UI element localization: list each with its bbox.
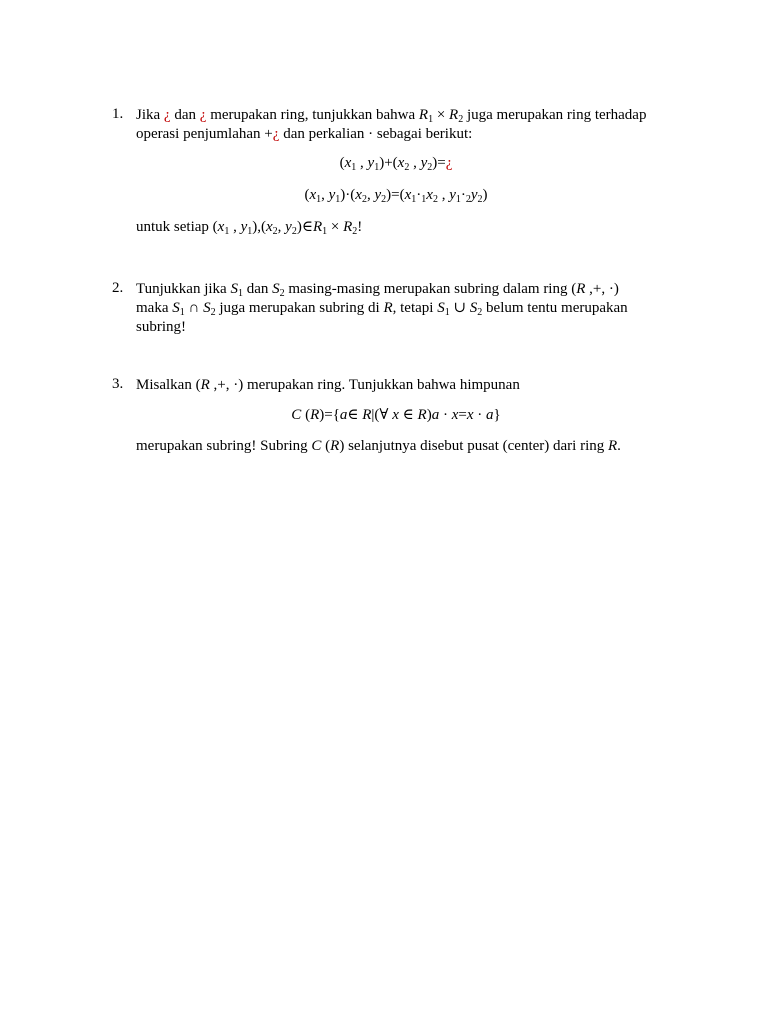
math-var: x (344, 155, 352, 171)
math-var: y (240, 219, 248, 235)
math-op: ∈ (347, 407, 363, 423)
subscript: 1 (411, 194, 417, 205)
subscript: 2 (361, 194, 367, 205)
math-var: a (339, 407, 348, 423)
math-var: S (172, 300, 180, 316)
subscript: 1 (421, 194, 427, 205)
math-op: ,+, ·) (209, 377, 244, 393)
text-line (136, 280, 656, 299)
subscript: 2 (352, 226, 358, 237)
math-var: S (272, 281, 280, 297)
subscript: 2 (210, 307, 216, 318)
math-var: x (466, 407, 474, 423)
math-op: )={ (319, 407, 340, 423)
math-var: R (330, 438, 340, 454)
text-line (136, 106, 656, 125)
math-var: R (362, 407, 372, 423)
math-var: R (576, 281, 586, 297)
subscript: 1 (444, 307, 450, 318)
text-line (136, 318, 656, 337)
math-var: C (291, 407, 302, 423)
text-span: operasi penjumlahan + (136, 126, 273, 142)
text-span: untuk setiap (136, 219, 213, 235)
math-var: S (230, 281, 238, 297)
problem-text-tail (136, 437, 656, 456)
math-var: a (431, 407, 440, 423)
math-var: R (200, 377, 210, 393)
subscript: 2 (477, 307, 483, 318)
math-var: y (374, 187, 382, 203)
math-op: } (493, 407, 501, 423)
equation-addition (136, 154, 656, 173)
math-op: ( (212, 219, 218, 235)
problem-text (136, 106, 656, 144)
math-var: x (355, 187, 362, 203)
text-line (136, 125, 656, 144)
equation-center-set (136, 406, 656, 425)
subscript: 1 (335, 194, 341, 205)
subscript: 2 (404, 162, 410, 173)
subscript: 2 (432, 194, 438, 205)
text-span: dan (170, 107, 200, 123)
text-span: ! (357, 219, 363, 235)
math-op: ) (339, 438, 345, 454)
text-span: selanjutnya disebut pusat (center) dari ring (344, 438, 608, 454)
equation-multiplication (136, 186, 656, 205)
math-var: y (449, 187, 456, 203)
math-op: × (433, 107, 450, 123)
math-op: ( (304, 187, 310, 203)
math-op: ( (195, 377, 201, 393)
subscript: 1 (237, 288, 243, 299)
math-op: · (473, 407, 486, 423)
text-span: masing-masing merupakan subring dalam ring ( (284, 281, 577, 297)
math-var: R (383, 300, 393, 316)
subscript: 2 (458, 114, 464, 125)
subscript: 1 (322, 226, 328, 237)
math-var: x (266, 219, 273, 235)
math-op: · (416, 187, 422, 203)
math-var: S (437, 300, 445, 316)
subscript: 2 (291, 226, 297, 237)
subscript: 1 (224, 226, 230, 237)
subscript: 2 (381, 194, 387, 205)
math-var: R (418, 107, 429, 123)
text-span: merupakan ring, tunjukkan bahwa (206, 107, 419, 123)
math-op: ∩ (184, 300, 204, 316)
text-span: , tetapi (392, 300, 438, 316)
subscript: 1 (316, 194, 322, 205)
subscript: 1 (247, 226, 253, 237)
math-var: S (469, 300, 478, 316)
text-span: Tunjukkan jika (136, 281, 231, 297)
math-var: S (203, 300, 211, 316)
math-op: )=( (386, 187, 405, 203)
math-var: y (367, 155, 375, 171)
subscript: 2 (477, 194, 483, 205)
subscript: 2 (279, 288, 285, 299)
placeholder-glyph: ¿ (199, 107, 207, 123)
text-span: juga merupakan subring di (215, 300, 384, 316)
problem-text (136, 376, 656, 395)
math-op: ∈ (398, 407, 418, 423)
problem-number: 1. (112, 106, 124, 122)
math-var: x (392, 407, 399, 423)
math-op: , (366, 187, 375, 203)
placeholder-glyph: ¿ (272, 126, 280, 142)
math-op: , (356, 155, 368, 171)
math-var: y (328, 187, 336, 203)
math-var: R (312, 219, 323, 235)
math-var: x (217, 219, 225, 235)
text-span: merupakan ring. Tunjukkan bahwa himpunan (243, 377, 520, 393)
text-span: Misalkan (136, 377, 196, 393)
problem-number: 3. (112, 376, 124, 392)
text-span: maka (136, 300, 173, 316)
math-var: x (397, 155, 405, 171)
text-line (136, 299, 656, 318)
math-op: · (439, 407, 452, 423)
text-line (136, 218, 656, 237)
math-op: )·( (340, 187, 356, 203)
math-op: )+( (379, 155, 398, 171)
math-var: R (417, 407, 427, 423)
problem-number: 2. (112, 280, 124, 296)
math-op: )= (432, 155, 446, 171)
subscript: 1 (374, 162, 380, 173)
subscript: 2 (465, 194, 471, 205)
math-op: = (458, 407, 467, 423)
math-op: ,+, ·) (585, 281, 619, 297)
math-op: ( (301, 407, 311, 423)
text-line (136, 376, 656, 395)
text-line (136, 437, 656, 456)
math-op: , (321, 187, 329, 203)
math-var: x (451, 407, 459, 423)
placeholder-glyph: ¿ (445, 155, 453, 171)
math-op: ( (321, 438, 331, 454)
math-var: x (309, 187, 317, 203)
math-var: R (343, 219, 353, 235)
math-var: x (404, 187, 412, 203)
math-op: ( (339, 155, 345, 171)
math-var: R (608, 438, 618, 454)
math-var: C (311, 438, 322, 454)
math-op: , (277, 219, 286, 235)
math-var: R (310, 407, 320, 423)
text-span: . (617, 438, 621, 454)
math-op: ),( (252, 219, 266, 235)
math-var: y (420, 155, 428, 171)
math-var: x (426, 187, 433, 203)
math-op: |(∀ (371, 407, 393, 423)
problem-text (136, 280, 656, 337)
math-var: R (449, 107, 459, 123)
subscript: 1 (455, 194, 461, 205)
subscript: 1 (179, 307, 185, 318)
math-op: , (409, 155, 421, 171)
subscript: 2 (427, 162, 433, 173)
text-span: subring! (136, 319, 186, 335)
subscript: 2 (272, 226, 278, 237)
text-span: dan perkalian · sebagai berikut: (279, 126, 473, 142)
math-op: ) (482, 187, 488, 203)
math-op: ∪ (449, 300, 470, 316)
math-var: a (486, 407, 494, 423)
math-var: y (470, 187, 478, 203)
subscript: 1 (351, 162, 357, 173)
math-op: · (460, 187, 466, 203)
math-op: × (327, 219, 344, 235)
problem-text-tail (136, 218, 656, 237)
math-op: )∈ (296, 219, 313, 235)
math-op: , (229, 219, 241, 235)
math-op: , (437, 187, 450, 203)
placeholder-glyph: ¿ (163, 107, 171, 123)
subscript: 1 (428, 114, 434, 125)
text-span: belum tentu merupakan (482, 300, 628, 316)
text-span: merupakan subring! Subring (136, 438, 312, 454)
text-span: juga merupakan ring terhadap (463, 107, 647, 123)
math-var: y (285, 219, 292, 235)
text-span: Jika (136, 107, 164, 123)
text-span: dan (242, 281, 273, 297)
math-op: ) (426, 407, 432, 423)
